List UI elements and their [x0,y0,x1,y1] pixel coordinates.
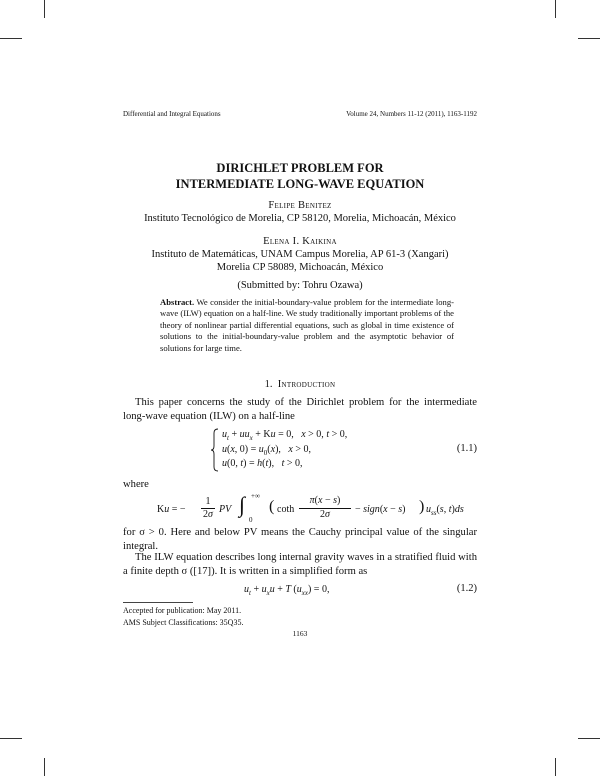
abstract-text: We consider the initial-boundary-value problem for the intermediate long-wave (ILW) equation on a half-line. We study traditionally important problems of the theory of nonlinear partial differential equations, such as global in time existence of solutions to the initial-boundary-value problem and the asymptotic behavior of solutions for large time. [160,297,455,353]
paper-title [0,160,600,192]
author-name: Elena I. Kaikina [263,236,337,247]
author-affiliation: Morelia CP 58089, Michoacán, México [216,262,384,273]
crop-mark [0,38,22,39]
footnote-ams: AMS Subject Classifications: 35Q35. [123,618,244,627]
crop-mark [44,758,45,776]
journal-name: Differential and Integral Equations [123,110,221,118]
author-affiliation: Instituto Tecnológico de Morelia, CP 58120, Morelia, Michoacán, México [144,213,456,224]
equation-ku-definition: Ku = − 1 2σ PV ∫ +∞ 0 ( coth π(x − s) 2σ − sign(x − s) ) $u_{ss}(s$, t)ds [157,492,464,524]
crop-mark [0,738,22,739]
equation-1-1 [210,428,450,472]
author-name: Felipe Benitez [268,200,332,211]
crop-mark [555,758,556,776]
submitted-by: (Submitted by: Tohru Ozawa) [237,280,363,291]
volume-info: Volume 24, Numbers 11-12 (2011), 1163-1192 [346,110,477,118]
intro-paragraph: This paper concerns the study of the Dirichlet problem for the intermediate long-wave equation (ILW) on a half-line [123,397,477,422]
equation-line: u(x, $0) = u_0(x)$, x > 0, [222,443,312,457]
page-number: 1163 [292,629,308,638]
section-heading [0,378,600,391]
title-line-1: DIRICHLET PROBLEM FOR [216,161,384,175]
section-number: 1. [264,379,273,390]
equation-number: (1.2) [456,583,477,594]
footnote-accepted: Accepted for publication: May 2011. [123,606,242,615]
where-text: where [123,479,149,490]
ilw-paragraph: The ILW equation describes long internal gravity waves in a stratified fluid with a finite depth σ ([17]). It is written in a simplified form as [123,552,477,577]
equation-line: $u_t + uu_x + Ku = 0$, x > 0, t > 0, [222,429,348,442]
crop-mark [555,0,556,18]
abstract [160,297,454,354]
footnote-rule [123,602,193,603]
pv-note-paragraph: for σ > 0. Here and below PV means the Cauchy principal value of the singular integral. [123,527,477,552]
title-line-2: INTERMEDIATE LONG-WAVE EQUATION [175,177,425,191]
equation-line: u(0, t) = h(t), t > 0, [222,458,303,469]
crop-mark [578,738,600,739]
author-affiliation: Instituto de Matemáticas, UNAM Campus Morelia, AP 61-3 (Xangari) [151,249,449,260]
left-brace [210,428,220,472]
equation-1-2: $u_t + u_xu + T$ $(u_{xx}) = 0$, [244,584,330,597]
equation-number: (1.1) [456,443,477,454]
crop-mark [44,0,45,18]
crop-mark [578,38,600,39]
section-title: Introduction [277,379,336,390]
abstract-label: Abstract. [160,297,195,307]
